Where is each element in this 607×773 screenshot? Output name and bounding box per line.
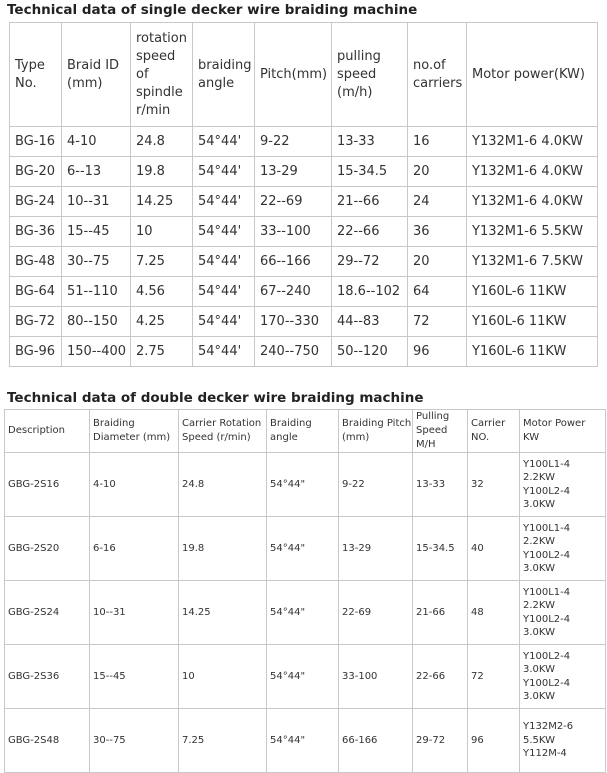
pitch-cell: 13-29	[255, 157, 332, 187]
type-cell: BG-72	[10, 307, 62, 337]
cell-line: Carrier Rotation	[182, 418, 262, 429]
braiding-diameter-cell: 15--45	[90, 645, 179, 709]
rotation-speed-cell: 24.8	[131, 127, 193, 157]
cell-line: 3.0KW	[523, 664, 555, 675]
header-motor-power	[467, 23, 598, 127]
type-cell: BG-16	[10, 127, 62, 157]
pulling-speed-cell: 15-34.5	[413, 517, 468, 581]
cell-line: carriers	[413, 75, 463, 91]
cell-line: Braiding	[270, 418, 312, 429]
braid-id-cell: 51--110	[62, 277, 131, 307]
cell-line: Y132M2-6	[523, 721, 574, 733]
description-cell: GBG-2S36	[5, 645, 90, 709]
pitch-cell: 9-22	[255, 127, 332, 157]
carrier-no-cell: 40	[468, 517, 520, 581]
braiding-angle-cell: 54°44'	[193, 247, 255, 277]
pitch-cell: 240--750	[255, 337, 332, 367]
table-row	[10, 127, 598, 157]
carrier-rotation-speed-cell: 19.8	[179, 517, 267, 581]
cell-line: 5.5KW	[523, 734, 555, 746]
cell-line: Description	[8, 425, 65, 436]
cell-line: no.of	[413, 57, 446, 73]
pulling-speed-cell: 29-72	[413, 709, 468, 773]
braiding-diameter-cell: 6-16	[90, 517, 179, 581]
cell-line: Braiding	[93, 418, 135, 429]
braiding-angle-cell: 54°44'	[193, 337, 255, 367]
cell-line: Speed (r/min)	[182, 432, 251, 443]
cell-line: Pitch(mm)	[260, 66, 328, 82]
header-braiding-pitch	[339, 410, 413, 453]
double-decker-table	[4, 409, 606, 773]
header-motor-power	[520, 410, 606, 453]
carrier-rotation-speed-cell: 24.8	[179, 453, 267, 517]
motor-power-cell: Y160L-6 11KW	[467, 277, 598, 307]
header-carriers	[408, 23, 467, 127]
braiding-pitch-cell: 22-69	[339, 581, 413, 645]
pulling-speed-cell: 13-33	[413, 453, 468, 517]
motor-power-cell: Y132M1-6 5.5KW	[467, 217, 598, 247]
single-header-row	[10, 23, 598, 127]
cell-line: (m/h)	[337, 84, 373, 100]
braiding-pitch-cell: 33-100	[339, 645, 413, 709]
table-row	[10, 337, 598, 367]
cell-line: Y100L2-4	[523, 650, 571, 662]
double-header-row	[5, 410, 606, 453]
cell-line: Y100L1-4	[523, 458, 571, 470]
header-braid-id	[62, 23, 131, 127]
motor-power-cell	[520, 453, 606, 517]
carriers-cell: 16	[408, 127, 467, 157]
braiding-angle-cell: 54°44'	[193, 127, 255, 157]
cell-line: 3.0KW	[523, 563, 555, 574]
cell-line: r/min	[136, 102, 171, 118]
carriers-cell: 24	[408, 187, 467, 217]
motor-power-cell: Y160L-6 11KW	[467, 337, 598, 367]
braiding-angle-cell: 54°44'	[193, 187, 255, 217]
motor-power-cell: Y132M1-6 4.0KW	[467, 127, 598, 157]
table-row	[10, 217, 598, 247]
cell-line: 2.2KW	[523, 536, 555, 547]
header-braiding-angle	[267, 410, 339, 453]
pulling-speed-cell: 15-34.5	[332, 157, 408, 187]
cell-line: 2.2KW	[523, 600, 555, 611]
single-decker-title: Technical data of single decker wire braiding machine	[7, 2, 418, 18]
carriers-cell: 72	[408, 307, 467, 337]
braiding-diameter-cell: 10--31	[90, 581, 179, 645]
cell-line: Y100L2-4	[523, 677, 571, 689]
table-row	[10, 157, 598, 187]
motor-power-cell	[520, 645, 606, 709]
carrier-rotation-speed-cell: 7.25	[179, 709, 267, 773]
carrier-no-cell: 72	[468, 645, 520, 709]
cell-line: Y100L2-4	[523, 613, 571, 625]
header-rotation-speed	[131, 23, 193, 127]
braiding-diameter-cell: 4-10	[90, 453, 179, 517]
braiding-pitch-cell: 66-166	[339, 709, 413, 773]
braiding-diameter-cell: 30--75	[90, 709, 179, 773]
pitch-cell: 33--100	[255, 217, 332, 247]
braiding-angle-cell: 54°44'	[193, 217, 255, 247]
cell-line: angle	[198, 75, 235, 91]
pulling-speed-cell: 13-33	[332, 127, 408, 157]
rotation-speed-cell: 4.25	[131, 307, 193, 337]
cell-line: (mm)	[342, 432, 370, 443]
braiding-angle-cell: 54°44"	[267, 517, 339, 581]
cell-line: rotation	[136, 30, 187, 46]
type-cell: BG-20	[10, 157, 62, 187]
pulling-speed-cell: 22-66	[413, 645, 468, 709]
type-cell: BG-96	[10, 337, 62, 367]
motor-power-cell: Y132M1-6 7.5KW	[467, 247, 598, 277]
pulling-speed-cell: 21--66	[332, 187, 408, 217]
motor-power-cell	[520, 709, 606, 773]
braiding-angle-cell: 54°44"	[267, 581, 339, 645]
cell-line: Pulling	[416, 411, 450, 422]
cell-line: KW	[523, 432, 540, 443]
motor-power-cell	[520, 517, 606, 581]
cell-line: Motor Power	[523, 418, 586, 429]
pitch-cell: 170--330	[255, 307, 332, 337]
description-cell: GBG-2S24	[5, 581, 90, 645]
braid-id-cell: 4-10	[62, 127, 131, 157]
table-row	[5, 645, 606, 709]
cell-line: 3.0KW	[523, 499, 555, 510]
type-cell: BG-64	[10, 277, 62, 307]
cell-line: of	[136, 66, 149, 82]
pulling-speed-cell: 50--120	[332, 337, 408, 367]
rotation-speed-cell: 19.8	[131, 157, 193, 187]
motor-power-cell	[520, 581, 606, 645]
description-cell: GBG-2S16	[5, 453, 90, 517]
cell-line: Y112M-4	[523, 748, 567, 760]
braiding-angle-cell: 54°44'	[193, 157, 255, 187]
carriers-cell: 64	[408, 277, 467, 307]
table-row	[5, 453, 606, 517]
type-cell: BG-36	[10, 217, 62, 247]
pitch-cell: 22--69	[255, 187, 332, 217]
cell-line: pulling	[337, 48, 381, 64]
braid-id-cell: 150--400	[62, 337, 131, 367]
double-decker-title: Technical data of double decker wire braiding machine	[7, 390, 424, 406]
braiding-angle-cell: 54°44"	[267, 645, 339, 709]
header-pulling-speed	[413, 410, 468, 453]
cell-line: M/H	[416, 439, 436, 450]
braid-id-cell: 80--150	[62, 307, 131, 337]
cell-line: Y100L2-4	[523, 549, 571, 561]
pulling-speed-cell: 18.6--102	[332, 277, 408, 307]
pulling-speed-cell: 29--72	[332, 247, 408, 277]
cell-line: Type	[15, 57, 45, 73]
carriers-cell: 36	[408, 217, 467, 247]
rotation-speed-cell: 4.56	[131, 277, 193, 307]
cell-line: Carrier	[471, 418, 506, 429]
table-row	[5, 581, 606, 645]
rotation-speed-cell: 2.75	[131, 337, 193, 367]
table-row	[10, 247, 598, 277]
cell-line: (mm)	[67, 75, 103, 91]
motor-power-cell: Y132M1-6 4.0KW	[467, 157, 598, 187]
header-carrier-rotation-speed	[179, 410, 267, 453]
cell-line: Motor power(KW)	[472, 66, 585, 82]
braid-id-cell: 10--31	[62, 187, 131, 217]
cell-line: Braid ID	[67, 57, 120, 73]
cell-line: 3.0KW	[523, 627, 555, 638]
carrier-no-cell: 96	[468, 709, 520, 773]
braiding-angle-cell: 54°44"	[267, 709, 339, 773]
pulling-speed-cell: 21-66	[413, 581, 468, 645]
header-type	[10, 23, 62, 127]
motor-power-cell: Y132M1-6 4.0KW	[467, 187, 598, 217]
cell-line: Diameter (mm)	[93, 432, 171, 443]
braiding-angle-cell: 54°44'	[193, 307, 255, 337]
carrier-no-cell: 32	[468, 453, 520, 517]
cell-line: Braiding Pitch	[342, 418, 412, 429]
pulling-speed-cell: 44--83	[332, 307, 408, 337]
pitch-cell: 66--166	[255, 247, 332, 277]
rotation-speed-cell: 7.25	[131, 247, 193, 277]
braiding-pitch-cell: 9-22	[339, 453, 413, 517]
carriers-cell: 96	[408, 337, 467, 367]
braid-id-cell: 15--45	[62, 217, 131, 247]
cell-line: 3.0KW	[523, 691, 555, 702]
table-row	[10, 307, 598, 337]
carrier-no-cell: 48	[468, 581, 520, 645]
rotation-speed-cell: 14.25	[131, 187, 193, 217]
carrier-rotation-speed-cell: 10	[179, 645, 267, 709]
table-row	[5, 709, 606, 773]
carrier-rotation-speed-cell: 14.25	[179, 581, 267, 645]
carriers-cell: 20	[408, 247, 467, 277]
braiding-angle-cell: 54°44"	[267, 453, 339, 517]
type-cell: BG-48	[10, 247, 62, 277]
cell-line: speed	[337, 66, 377, 82]
rotation-speed-cell: 10	[131, 217, 193, 247]
header-description	[5, 410, 90, 453]
description-cell: GBG-2S20	[5, 517, 90, 581]
pulling-speed-cell: 22--66	[332, 217, 408, 247]
header-pitch	[255, 23, 332, 127]
motor-power-cell: Y160L-6 11KW	[467, 307, 598, 337]
carriers-cell: 20	[408, 157, 467, 187]
cell-line: Y100L1-4	[523, 586, 571, 598]
single-decker-table	[9, 22, 598, 367]
pitch-cell: 67--240	[255, 277, 332, 307]
braid-id-cell: 6--13	[62, 157, 131, 187]
cell-line: speed	[136, 48, 176, 64]
cell-line: No.	[15, 75, 37, 91]
cell-line: 2.2KW	[523, 472, 555, 483]
header-carrier-no	[468, 410, 520, 453]
header-braiding-angle	[193, 23, 255, 127]
table-row	[5, 517, 606, 581]
cell-line: angle	[270, 432, 298, 443]
cell-line: Y100L2-4	[523, 485, 571, 497]
table-row	[10, 277, 598, 307]
header-braiding-diameter	[90, 410, 179, 453]
header-pulling-speed	[332, 23, 408, 127]
cell-line: spindle	[136, 84, 183, 100]
cell-line: NO.	[471, 432, 490, 443]
description-cell: GBG-2S48	[5, 709, 90, 773]
cell-line: braiding	[198, 57, 252, 73]
braid-id-cell: 30--75	[62, 247, 131, 277]
cell-line: Y100L1-4	[523, 522, 571, 534]
type-cell: BG-24	[10, 187, 62, 217]
cell-line: Speed	[416, 425, 448, 436]
table-row	[10, 187, 598, 217]
braiding-pitch-cell: 13-29	[339, 517, 413, 581]
braiding-angle-cell: 54°44'	[193, 277, 255, 307]
